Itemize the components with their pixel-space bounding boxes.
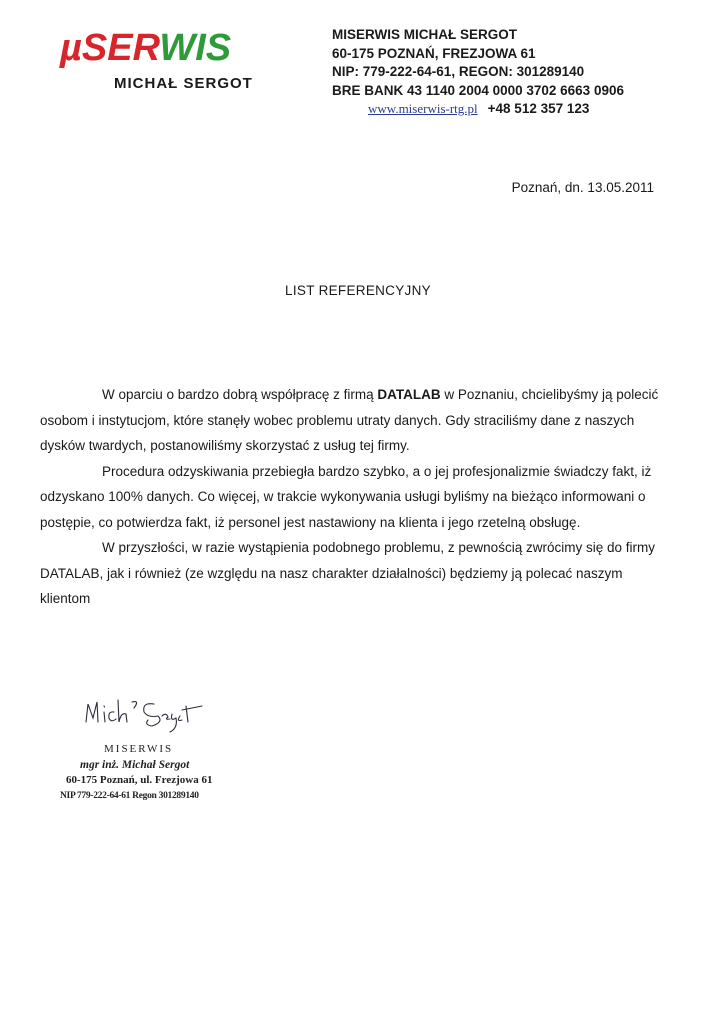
- paragraph-1-start: W oparciu o bardzo dobrą współpracę z firmą: [102, 387, 378, 402]
- company-stamp: [60, 742, 213, 804]
- stamp-address: 60-175 Poznań, ul. Frezjowa 61: [66, 774, 213, 786]
- letter-title: LIST REFERENCYJNY: [285, 283, 431, 298]
- letter-body: [40, 382, 660, 612]
- letterhead: [332, 26, 624, 119]
- letter-date: Poznań, dn. 13.05.2011: [511, 180, 654, 195]
- company-address: 60-175 POZNAŃ, FREZJOWA 61: [332, 45, 536, 61]
- company-tax-ids: NIP: 779-222-64-61, REGON: 301289140: [332, 64, 585, 79]
- paragraph-2: Procedura odzyskiwania przebiegła bardzo szybko, a o jej profesjonalizmie świadczy fakt, iż odzyskano 100% danych. Co więcej, w trakcie wykonywania usługi byliśmy na bieżąco informowani o postępie, co potwierdza fakt, iż personel jest nastawiony na klienta i jego rzetelną obsługę.: [40, 463, 652, 530]
- stamp-person: mgr inż. Michał Sergot: [80, 758, 190, 771]
- company-logo: [60, 26, 231, 70]
- contact-line: [332, 100, 624, 119]
- logo-part-green: WIS: [159, 27, 232, 69]
- logo-part-red: µSER: [60, 27, 160, 69]
- paragraph-3: W przyszłości, w razie wystąpienia podobnego problemu, z pewnością zwrócimy się do firmy DATALAB, jak i również (ze względu na nasz charakter działalności) będziemy ją polecać naszym klientom: [40, 540, 655, 606]
- company-name: MISERWIS MICHAŁ SERGOT: [332, 27, 518, 42]
- paragraph-1: [40, 382, 660, 459]
- paragraph-1-end: w Poznaniu, chcielibyśmy ją polecić osobom i instytucjom, które stanęły wobec problemu utraty danych. Gdy straciliśmy dane z naszych dysków twardych, postanowiliśmy skorzystać z usług tej firmy.: [40, 387, 659, 453]
- stamp-ids: NIP 779-222-64-61 Regon 301289140: [60, 790, 199, 801]
- logo-subtitle: MICHAŁ SERGOT: [114, 75, 253, 92]
- company-datalab: DATALAB: [377, 387, 441, 402]
- phone-number: +48 512 357 123: [487, 101, 590, 116]
- stamp-company: MISERWIS: [104, 743, 174, 755]
- company-bank: BRE BANK 43 1140 2004 0000 3702 6663 0906: [332, 82, 624, 98]
- website-link[interactable]: www.miserwis-rtg.pl: [368, 101, 478, 116]
- handwritten-signature: [78, 692, 208, 738]
